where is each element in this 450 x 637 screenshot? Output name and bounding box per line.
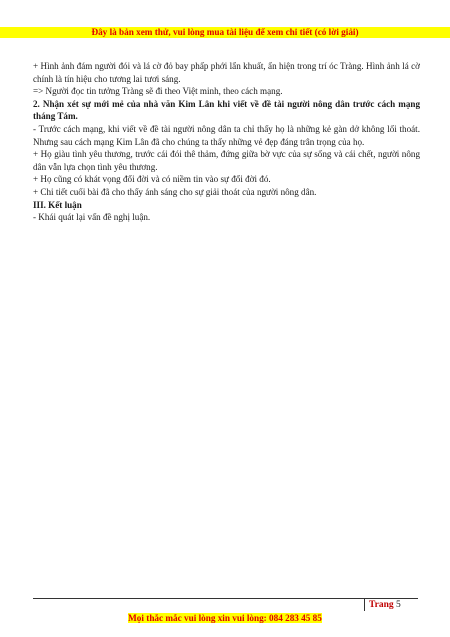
contact-footer-text: Mọi thắc mắc vui lòng xin vui lòng: 084 283 45 85 <box>128 613 322 623</box>
body-paragraph: + Chi tiết cuối bài đã cho thấy ánh sáng cho sự giải thoát của người nông dân. <box>33 186 317 197</box>
section-heading: III. Kết luận <box>33 199 82 210</box>
page-number-value: 5 <box>396 600 401 610</box>
footer-divider <box>33 598 418 599</box>
body-paragraph: => Người đọc tin tưởng Tràng sẽ đi theo Việt minh, theo cách mạng. <box>33 86 283 97</box>
document-body <box>33 60 420 224</box>
body-paragraph: + Họ giàu tình yêu thương, trước cái đói thê thảm, đứng giữa bờ vực của sự sống và cái chết, người nông dân vẫn lựa chọn tình yêu thương. <box>33 149 420 172</box>
preview-notice-header <box>0 27 450 38</box>
contact-footer <box>0 613 450 623</box>
preview-notice-text: Đây là bản xem thử, vui lòng mua tài liệu để xem chi tiết (có lời giải) <box>91 27 359 37</box>
page-number <box>364 599 401 611</box>
page-number-label: Trang <box>369 600 394 610</box>
section-heading: 2. Nhận xét sự mới mẻ của nhà văn Kim Lân khi viết về đề tài người nông dân trước cách mạng tháng Tám. <box>33 98 420 122</box>
body-paragraph: + Họ cũng có khát vọng đổi đời và có niềm tin vào sự đổi đời đó. <box>33 174 271 185</box>
body-paragraph: + Hình ảnh đám người đói và lá cờ đỏ bay phấp phới lẩn khuất, ẩn hiện trong trí óc Tràng. Hình ảnh lá cờ chính là tín hiệu cho tương lai tươi sáng. <box>33 61 420 84</box>
body-paragraph: - Khái quát lại vấn đề nghị luận. <box>33 212 151 223</box>
body-paragraph: - Trước cách mạng, khi viết về đề tài người nông dân ta chỉ thấy họ là những kẻ gàn dở không lối thoát. Nhưng sau cách mạng Kim Lân đã cho chúng ta thấy những vẻ đẹp đáng trân trọng của họ. <box>33 123 420 147</box>
